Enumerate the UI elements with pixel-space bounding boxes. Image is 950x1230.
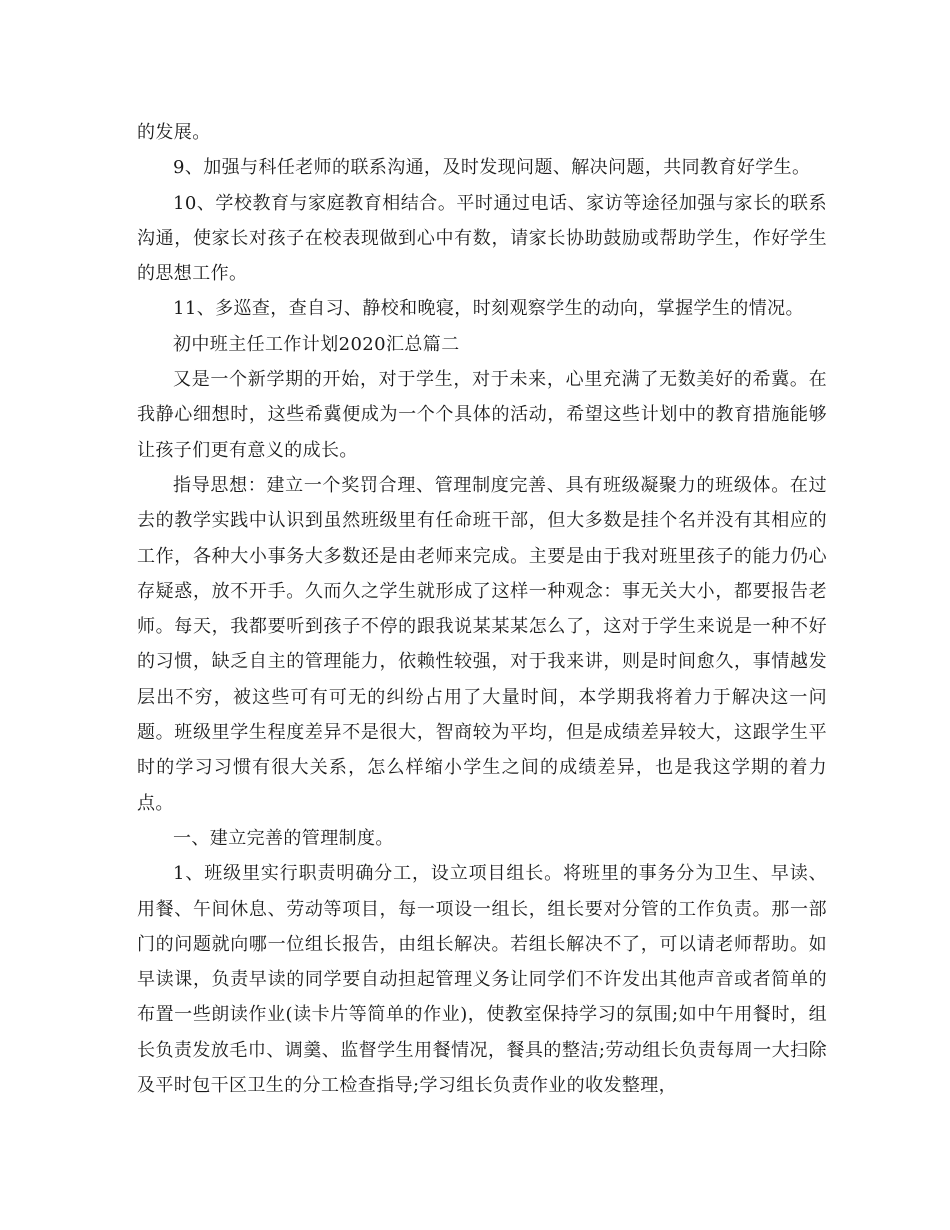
document-body <box>137 115 827 1103</box>
paragraph-guiding-idea: 指导思想：建立一个奖罚合理、管理制度完善、具有班级凝聚力的班级体。在过去的教学实践中认识到虽然班级里有任命班干部，但大多数是挂个名并没有其相应的工作，各种大小事务大多数还是由老师来完成。主要是由于我对班里孩子的能力仍心存疑惑，放不开手。久而久之学生就形成了这样一种观念：事无关大小，都要报告老师。每天，我都要听到孩子不停的跟我说某某某怎么了，这对于学生来说是一种不好的习惯，缺乏自主的管理能力，依赖性较强，对于我来讲，则是时间愈久，事情越发层出不穷，被这些可有可无的纠纷占用了大量时间，本学期我将着力于解决这一问题。班级里学生程度差异不是很大，智商较为平均，但是成绩差异较大，这跟学生平时的学习习惯有很大关系，怎么样缩小学生之间的成绩差异，也是我这学期的着力点。 <box>137 474 827 814</box>
paragraph-item-11: 11、多巡查，查自习、静校和晚寝，时刻观察学生的动向，掌握学生的情况。 <box>173 298 804 320</box>
subsection-heading: 一、建立完善的管理制度。 <box>173 827 394 849</box>
paragraph-intro: 又是一个新学期的开始，对于学生，对于未来，心里充满了无数美好的希冀。在我静心细想时，这些希冀便成为一个个具体的活动，希望这些计划中的教育措施能够让孩子们更有意义的成长。 <box>137 369 827 461</box>
paragraph-item-10: 10、学校教育与家庭教育相结合。平时通过电话、家访等途径加强与家长的联系沟通，使家长对孩子在校表现做到心中有数，请家长协助鼓励或帮助学生，作好学生的思想工作。 <box>137 192 827 285</box>
paragraph-division-of-duties: 1、班级里实行职责明确分工，设立项目组长。将班里的事务分为卫生、早读、用餐、午间休息、劳动等项目，每一项设一组长，组长要对分管的工作负责。那一部门的问题就向哪一位组长报告，由组长解决。若组长解决不了，可以请老师帮助。如早读课，负责早读的同学要自动担起管理义务让同学们不许发出其他声音或者简单的布置一些朗读作业(读卡片等简单的作业)，使教室保持学习的氛围;如中午用餐时，组长负责发放毛巾、调羹、监督学生用餐情况，餐具的整洁;劳动组长负责每周一大扫除及平时包干区卫生的分工检查指导;学习组长负责作业的收发整理， <box>137 863 827 1097</box>
paragraph-continuation: 的发展。 <box>137 122 211 143</box>
paragraph-item-9: 9、加强与科任老师的联系沟通，及时发现问题、解决问题，共同教育好学生。 <box>173 157 811 179</box>
section-heading: 初中班主任工作计划2020汇总篇二 <box>173 333 460 355</box>
